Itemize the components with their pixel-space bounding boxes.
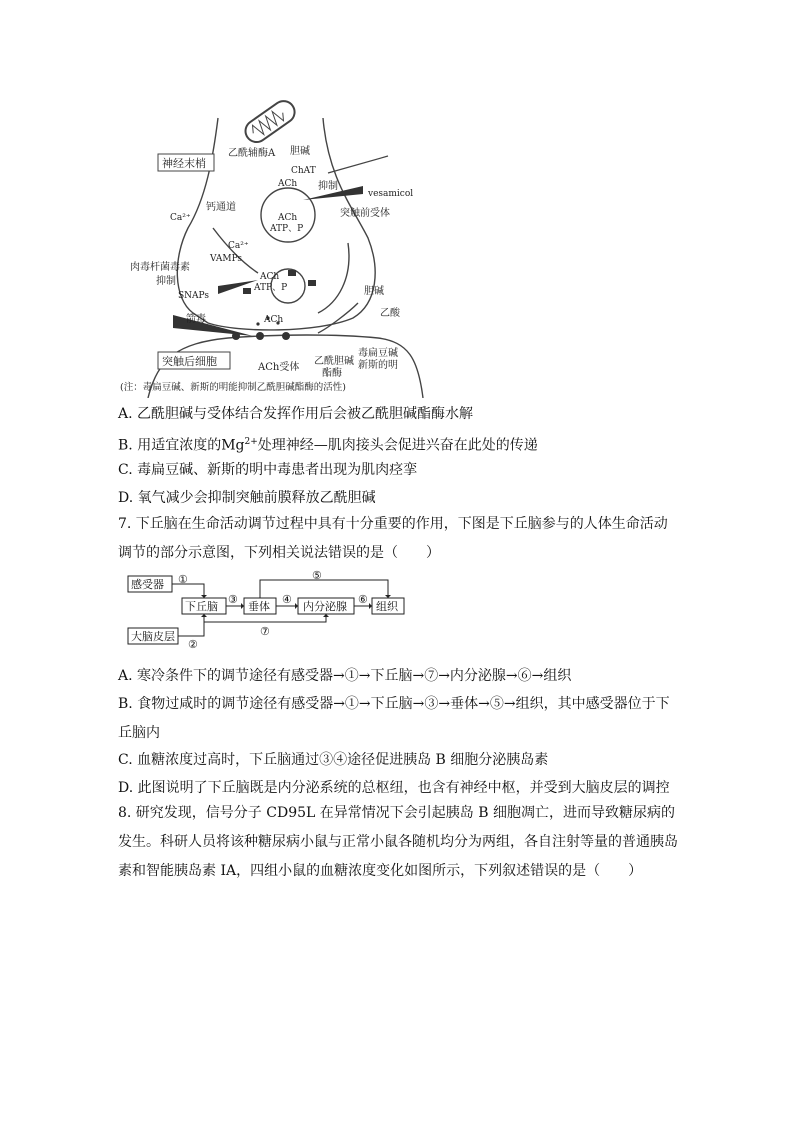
synapse-diagram-svg [118,98,438,398]
q6-option-b-post: 处理神经—肌肉接头会促进兴奋在此处的传递 [257,437,538,454]
q7-option-d: D. 此图说明了下丘脑既是内分泌系统的总枢纽，也含有神经中枢，并受到大脑皮层的调控 [118,780,670,796]
label-chat: ChAT [291,166,316,176]
box-hypothalamus: 下丘脑 [185,600,218,613]
figure1-note: (注：毒扁豆碱、新斯的明能抑制乙酰胆碱酯酶的活性) [120,382,346,393]
label-botulinum: 肉毒杆菌毒素 [130,262,190,273]
q6-option-c: C. 毒扁豆碱、新斯的明中毒患者出现为肌肉痉挛 [118,462,418,478]
path-7: ⑦ [260,625,270,638]
box-pituitary: 垂体 [248,600,270,613]
hypothalamus-diagram-svg [126,570,426,650]
q7-stem: 7. 下丘脑在生命活动调节过程中具有十分重要的作用，下图是下丘脑参与的人体生命活动调节的部分示意图，下列相关说法错误的是（ ） [118,516,668,561]
q6-option-b [118,432,538,456]
label-vesamicol: vesamicol [368,189,414,199]
path-3: ③ [228,593,238,606]
label-ach-1: ACh [278,179,298,189]
label-ach-receptor: ACh受体 [258,362,300,373]
path-5: ⑤ [312,570,322,582]
q7-option-b: B. 食物过咸时的调节途径有感受器→①→下丘脑→③→垂体→⑤→组织，其中感受器位于下丘脑内 [118,696,670,741]
label-ache-1: 乙酰胆碱 [314,356,354,367]
label-inhibit-top: 抑制 [318,181,338,192]
label-ach-2: ACh [278,213,298,223]
label-atp-p-top: ATP、P [270,224,304,234]
label-ca-channel: 钙通道 [206,202,236,213]
label-presynaptic-receptor: 突触前受体 [340,208,390,219]
path-1: ① [178,573,188,586]
q7-option-c: C. 血糖浓度过高时，下丘脑通过③④途径促进胰岛 B 细胞分泌胰岛素 [118,752,549,768]
label-inhibit-mid: 抑制 [156,276,176,287]
path-2: ② [188,638,198,650]
label-choline-right: 胆碱 [364,286,384,297]
q8-stem: 8. 研究发现，信号分子 CD95L 在异常情况下会引起胰岛 B 细胞凋亡，进而导致糖尿病的发生。科研人员将该种糖尿病小鼠与正常小鼠各随机均分为两组，各自注射等量的普通胰岛素和智能胰岛素 IA，四组小鼠的血糖浓度变化如图所示，下列叙述错误的是（ ） [118,805,678,879]
q6-option-d: D. 氧气减少会抑制突触前膜释放乙酰胆碱 [118,490,376,506]
label-postsynaptic-cell: 突触后细胞 [162,355,217,368]
box-tissue: 组织 [376,600,398,613]
label-acetyl-coa: 乙酰辅酶A [228,148,276,159]
label-ache-2: 酯酶 [322,368,342,379]
label-atp-p-mid: ATP、P [254,283,288,293]
box-gland: 内分泌腺 [303,600,347,613]
label-snaps: SNAPs [178,291,209,301]
synapse-diagram [118,98,438,398]
path-4: ④ [282,593,292,606]
label-ca-1: Ca²⁺ [170,213,191,223]
label-neostigmine: 新斯的明 [358,360,398,371]
label-ach-release: ACh [264,315,284,325]
label-vamps: VAMPs [210,254,243,264]
label-ach-mid: ACh [260,272,280,282]
q6-option-b-sup: 2+ [244,437,258,447]
label-nerve-terminal: 神经末梢 [162,157,206,170]
q7-option-a: A. 寒冷条件下的调节途径有感受器→①→下丘脑→⑦→内分泌腺→⑥→组织 [118,668,572,684]
path-6: ⑥ [358,593,368,606]
label-acetate: 乙酸 [380,308,400,319]
box-cortex: 大脑皮层 [131,630,175,643]
q6-option-a: A. 乙酰胆碱与受体结合发挥作用后会被乙酰胆碱酯酶水解 [118,406,474,422]
label-physostigmine: 毒扁豆碱 [358,348,398,359]
label-curare: 箭毒 [186,314,206,325]
box-receptor: 感受器 [131,578,164,591]
hypothalamus-diagram [126,570,426,650]
label-ca-2: Ca²⁺ [228,241,249,251]
label-choline-top: 胆碱 [290,146,310,157]
q6-option-b-pre: B. 用适宜浓度的Mg [118,437,245,454]
